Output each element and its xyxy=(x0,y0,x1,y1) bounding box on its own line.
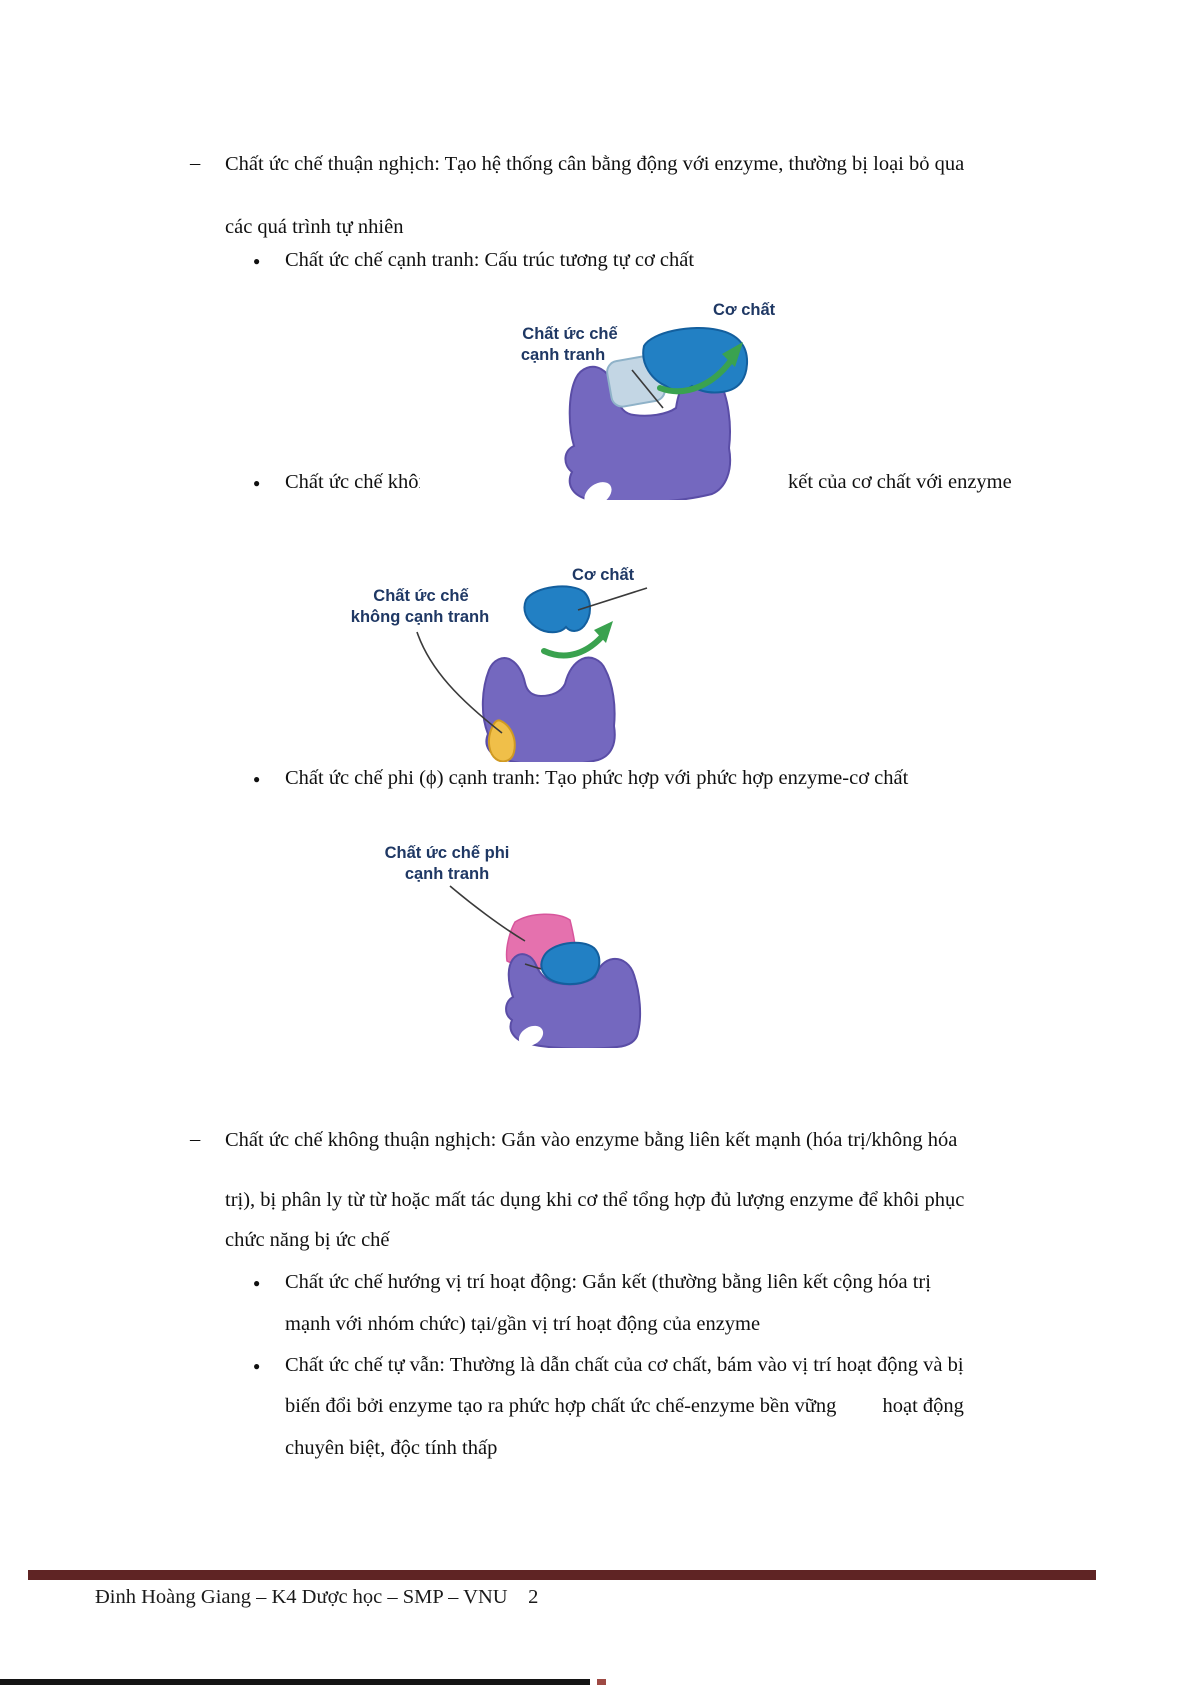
body-line: các quá trình tự nhiên xyxy=(225,216,404,238)
body-line: chuyên biệt, độc tính thấp xyxy=(285,1437,498,1459)
reaction-arrow xyxy=(544,632,606,655)
substrate-shape xyxy=(541,943,599,984)
substrate-label: Cơ chất xyxy=(713,301,776,319)
body-line: Chất ức chế hướng vị trí hoạt động: Gắn kết (thường bằng liên kết cộng hóa trị xyxy=(285,1271,931,1293)
inhibitor-label: không cạnh tranh xyxy=(350,608,490,626)
next-page-edge-bar xyxy=(0,1679,590,1685)
dash-marker: – xyxy=(190,1128,201,1150)
figure-uncompetitive-inhibition xyxy=(355,828,665,1048)
bullet-marker: ● xyxy=(253,1276,261,1290)
body-line: Chất ức chế phi (ϕ) cạnh tranh: Tạo phức hợp với phức hợp enzyme-cơ chất xyxy=(285,767,909,789)
inhibitor-label: Chất ức chế xyxy=(522,325,618,343)
footer-text: Đinh Hoàng Giang – K4 Dược học – SMP – VNU 2 xyxy=(95,1586,539,1608)
footer-rule xyxy=(28,1570,1096,1580)
bullet-marker: ● xyxy=(253,772,261,786)
dash-marker: – xyxy=(190,152,201,174)
bullet-marker: ● xyxy=(253,1359,261,1373)
next-page-edge-tick xyxy=(597,1679,606,1685)
inhibitor-label: cạnh tranh xyxy=(404,865,490,883)
body-line: chức năng bị ức chế xyxy=(225,1229,390,1251)
figure-competitive-inhibition xyxy=(420,282,785,500)
inhibitor-label: cạnh tranh xyxy=(520,346,606,364)
substrate-label: Cơ chất xyxy=(572,566,635,584)
body-line: trị), bị phân ly từ từ hoặc mất tác dụng khi cơ thể tổng hợp đủ lượng enzyme để khôi phục xyxy=(225,1189,965,1211)
body-line: Chất ức chế tự vẫn: Thường là dẫn chất của cơ chất, bám vào vị trí hoạt động và bị xyxy=(285,1354,964,1376)
body-line: Chất ức chế cạnh tranh: Cấu trúc tương tự cơ chất xyxy=(285,249,695,271)
body-line: biến đổi bởi enzyme tạo ra phức hợp chất ức chế-enzyme bền vững hoạt động xyxy=(285,1395,964,1417)
inhibitor-label: Chất ức chế xyxy=(373,587,469,605)
body-line: Chất ức chế không thuận nghịch: Gắn vào enzyme bằng liên kết mạnh (hóa trị/không hóa xyxy=(225,1129,958,1151)
body-line: kết của cơ chất với enzyme xyxy=(788,471,1012,493)
bullet-marker: ● xyxy=(253,476,261,490)
body-line: Chất ức chế không cạ xyxy=(285,471,463,493)
inhibitor-label: Chất ức chế phi xyxy=(384,844,510,862)
body-line: Chất ức chế thuận nghịch: Tạo hệ thống cân bằng động với enzyme, thường bị loại bỏ qua xyxy=(225,153,965,175)
figure-noncompetitive-inhibition xyxy=(320,520,690,762)
body-line: mạnh với nhóm chức) tại/gần vị trí hoạt động của enzyme xyxy=(285,1313,761,1335)
bullet-marker: ● xyxy=(253,254,261,268)
